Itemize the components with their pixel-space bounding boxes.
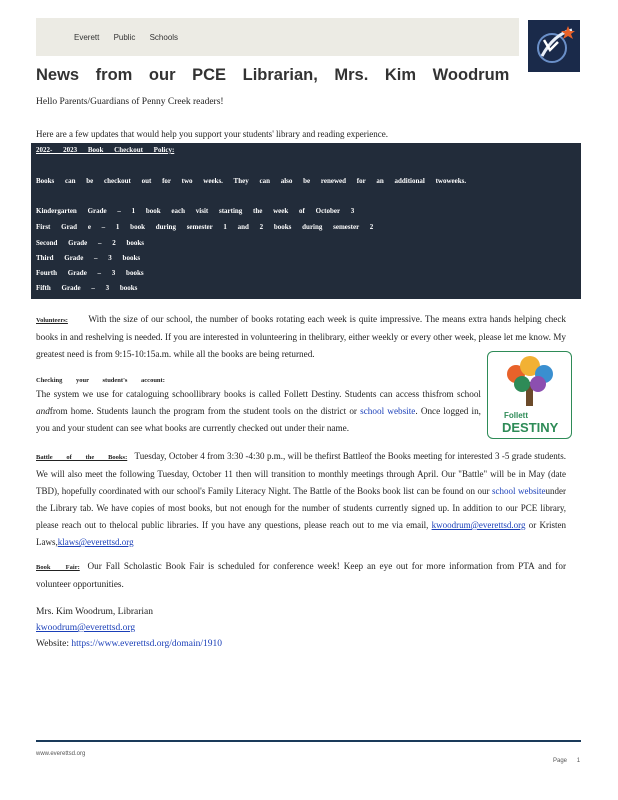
account-section <box>36 386 481 437</box>
checkout-policy-box <box>31 143 581 299</box>
klaws-email-link[interactable]: klaws@everettsd.org <box>57 537 134 547</box>
policy-grade-row: First Grad e – 1 book during semester 1 and 2 books during semester 2 <box>36 223 374 231</box>
website-link[interactable]: https://www.everettsd.org/domain/1910 <box>71 639 223 649</box>
book-fair-text: Our Fall Scholastic Book Fair is scheduled for conference week! Keep an eye out for more information from PTA and for volunteer opportunities. <box>36 561 567 589</box>
website-label: Website: <box>36 639 70 649</box>
signature-name: Mrs. Kim Woodrum, Librarian <box>36 607 154 617</box>
header-bar <box>36 18 519 56</box>
book-fair-heading: Book Fair: <box>36 564 80 571</box>
account-heading: Checking your student's account: <box>36 377 165 384</box>
policy-grade-row: Fourth Grade – 3 books <box>36 269 144 277</box>
battle-section <box>36 448 566 551</box>
battle-school-website-link[interactable]: school website <box>492 486 546 496</box>
policy-grade-row: Kindergarten Grade – 1 book each visit starting the week of October 3 <box>36 207 355 215</box>
account-text-3: . Once logged in, you and your student can see what books are currently checked out under their name. <box>36 406 481 433</box>
book-fair-section <box>36 558 566 593</box>
page-label: Page <box>553 758 568 764</box>
policy-heading: 2022- 2023 Book Checkout Policy: <box>36 146 175 154</box>
footer-divider <box>36 740 581 742</box>
signature-website-line <box>36 638 222 650</box>
signature-email-line <box>36 622 135 634</box>
header-district-name: Everett Public Schools <box>74 33 179 42</box>
battle-text-2: under the Library tab. We have copies of most books, but not enough for the number of students currently signed up. In addition to our PCE library, please reach out to thelocal public libraries. If you have any questions, please reach out to me via email, <box>36 486 567 530</box>
greeting: Hello Parents/Guardians of Penny Creek readers! <box>36 97 224 107</box>
footer-page-number <box>553 758 580 764</box>
battle-heading: Battle of the Books: <box>36 454 128 461</box>
destiny-badge-word-2: DESTINY <box>502 420 559 435</box>
battle-or: or Kristen Laws, <box>36 520 566 547</box>
policy-grade-row: Second Grade – 2 books <box>36 239 144 247</box>
volunteers-heading: Volunteers: <box>36 317 68 324</box>
intro-text: Here are a few updates that would help you support your students' library and reading experience. <box>36 129 389 139</box>
page-title: News from our PCE Librarian, Mrs. Kim Woodrum <box>36 66 510 84</box>
policy-grade-row: Fifth Grade – 3 books <box>36 284 138 292</box>
district-swoosh-logo-icon <box>528 20 580 72</box>
destiny-badge-word-1: Follett <box>504 411 528 420</box>
account-text-2: from home. Students launch the program from the student tools on the district or <box>49 406 361 416</box>
signature-email-link[interactable]: kwoodrum@everettsd.org <box>36 623 136 633</box>
footer-website: www.everettsd.org <box>36 751 86 757</box>
policy-rule: Books can be checkout out for two weeks. They can also be renewed for an additional twoweeks. <box>36 177 467 185</box>
follett-destiny-logo-icon <box>487 351 572 439</box>
volunteers-text: With the size of our school, the number of books rotating each week is quite impressive. The means extra hands helping check books in and reshelving is needed. If you are interested in volunteering in thelibrary, either weekly or every other week, please let me know. My greatest need is from 9:15-10:15a.m. while all the books are being returned. <box>36 314 566 359</box>
battle-text-1: Tuesday, October 4 from 3:30 -4:30 p.m., will be thefirst Battleof the Books meeting for interested 3 -5 grade students. We will also meet the following Tuesday, October 11 then will transition to monthly meetings through April. Our "Battle" will be in May (date TBD), hopefully coordinated with our school's Family Literacy Night. The Battle of the Books book list can be found on our <box>36 451 566 496</box>
kwoodrum-email-link[interactable]: kwoodrum@everettsd.org <box>431 520 526 530</box>
page-number: 1 <box>576 758 581 764</box>
account-and: and <box>36 406 50 416</box>
account-text-1: The system we use for cataloguing schoollibrary books is called Follett Destiny. Students can access thisfrom school <box>36 389 481 399</box>
policy-grade-row: Third Grade – 3 books <box>36 254 141 262</box>
school-website-link[interactable]: school website <box>360 406 416 416</box>
